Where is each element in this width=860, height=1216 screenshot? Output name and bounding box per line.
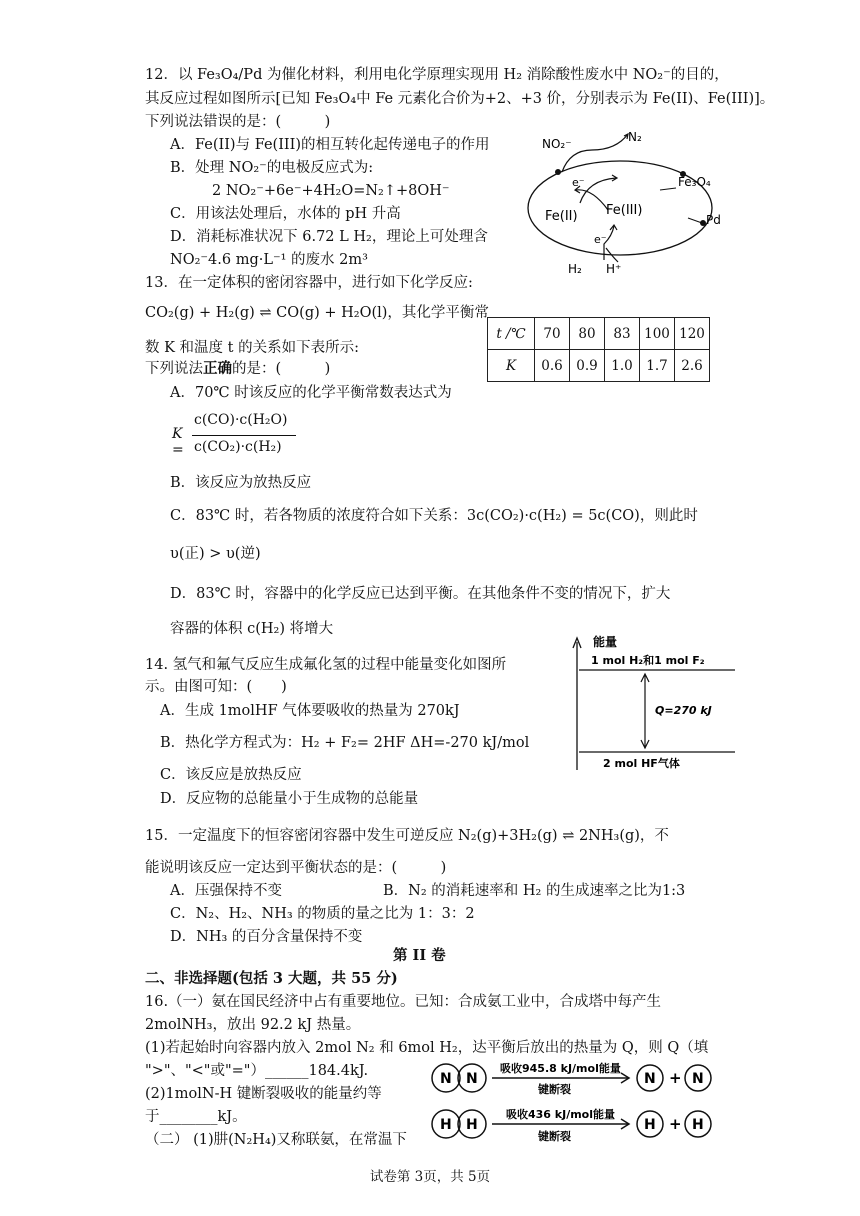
table-cell: 100 bbox=[640, 318, 675, 350]
atom-h: H bbox=[440, 1117, 452, 1133]
q13-option-a: A．70℃ 时该反应的化学平衡常数表达式为 bbox=[170, 385, 452, 401]
table-header-t: t /℃ bbox=[488, 318, 535, 350]
q16-line5: (2)1molN-H 键断裂吸收的能量约等 bbox=[145, 1086, 382, 1102]
q15-stem-line1: 15．一定温度下的恒容密闭容器中发生可逆反应 N₂(g)+3H₂(g) ⇌ 2NH₃(g)，不 bbox=[145, 828, 669, 844]
q15-option-d: D．NH₃ 的百分含量保持不变 bbox=[170, 929, 363, 945]
q16-line6: 于________kJ。 bbox=[145, 1109, 247, 1125]
k-numerator: c(CO)·c(H₂O) bbox=[194, 412, 288, 428]
atom-n: N bbox=[466, 1071, 478, 1087]
atom-h: H bbox=[466, 1117, 478, 1133]
atom-n: N bbox=[440, 1071, 452, 1087]
q13-option-d-line1: D．83℃ 时，容器中的化学反应已达到平衡。在其他条件不变的情况下，扩大 bbox=[170, 586, 671, 602]
diagram-h2-label: H₂ bbox=[568, 262, 582, 276]
part2-title: 第 II 卷 bbox=[393, 947, 446, 964]
q14-option-d: D．反应物的总能量小于生成物的总能量 bbox=[160, 791, 419, 807]
q13-option-c-line2: υ(正) > υ(逆) bbox=[170, 546, 261, 562]
q16-line1: 16.（一）氨在国民经济中占有重要地位。已知：合成氨工业中，合成塔中每产生 bbox=[145, 994, 662, 1010]
diagram-no2-label: NO₂⁻ bbox=[542, 137, 572, 151]
table-cell: 2.6 bbox=[675, 350, 710, 382]
table-row bbox=[488, 318, 710, 350]
q12-option-a: A．Fe(II)与 Fe(III)的相互转化起传递电子的作用 bbox=[170, 137, 490, 153]
q14-stem-line2: 示。由图可知：( ) bbox=[145, 679, 287, 695]
n2-bond-break-label: 键断裂 bbox=[538, 1083, 571, 1096]
q14-energy-diagram bbox=[565, 630, 745, 775]
q-value-label: Q=270 kJ bbox=[655, 704, 712, 717]
table-cell: 0.6 bbox=[535, 350, 570, 382]
diagram-electron-top: e⁻ bbox=[572, 176, 585, 189]
table-cell: 70 bbox=[535, 318, 570, 350]
q12-stem-line3: 下列说法错误的是：( ) bbox=[145, 114, 331, 130]
diagram-electron-bottom: e⁻ bbox=[594, 233, 607, 246]
diagram-fe3-label: Fe(III) bbox=[606, 203, 643, 218]
table-cell: 1.7 bbox=[640, 350, 675, 382]
n2-bond-energy-label: 吸收945.8 kJ/mol能量 bbox=[500, 1062, 621, 1075]
q12-electrochem-diagram bbox=[520, 128, 750, 288]
q12-option-d-line2: NO₂⁻4.6 mg·L⁻¹ 的废水 2m³ bbox=[170, 252, 368, 268]
q13-option-b: B．该反应为放热反应 bbox=[170, 475, 312, 491]
q12-option-c: C．用该法处理后，水体的 pH 升高 bbox=[170, 206, 401, 222]
k-denominator: c(CO₂)·c(H₂) bbox=[194, 439, 282, 455]
q15-option-b: B．N₂ 的消耗速率和 H₂ 的生成速率之比为1:3 bbox=[383, 883, 686, 899]
q16-line4: ">"、"<"或"="）______184.4kJ. bbox=[145, 1063, 369, 1079]
reactant-level-label: 1 mol H₂和1 mol F₂ bbox=[591, 654, 705, 667]
q13-option-d-line2: 容器的体积 c(H₂) 将增大 bbox=[170, 621, 334, 637]
h2-bond-energy-label: 吸收436 kJ/mol能量 bbox=[506, 1108, 616, 1121]
part2-heading: 二、非选择题(包括 3 大题，共 55 分) bbox=[145, 970, 398, 987]
diagram-n2-label: N₂ bbox=[628, 130, 642, 144]
atom-h: H bbox=[692, 1117, 704, 1133]
table-cell: 80 bbox=[570, 318, 605, 350]
q13-stem3-pre: 下列说法 bbox=[145, 361, 203, 377]
table-cell: 1.0 bbox=[605, 350, 640, 382]
q14-stem-line1: 14. 氢气和氟气反应生成氟化氢的过程中能量变化如图所 bbox=[145, 657, 507, 673]
q15-option-a: A．压强保持不变 bbox=[170, 883, 282, 899]
q16-bond-breaking-diagram bbox=[428, 1056, 718, 1148]
product-level-label: 2 mol HF气体 bbox=[603, 757, 680, 770]
q12-stem-line1: 12．以 Fe₃O₄/Pd 为催化材料，利用电化学原理实现用 H₂ 消除酸性废水中 NO₂⁻的目的， bbox=[145, 67, 729, 83]
diagram-fe2-label: Fe(II) bbox=[545, 209, 578, 224]
energy-axis-label: 能量 bbox=[593, 635, 618, 649]
q13-k-temperature-table bbox=[487, 317, 710, 382]
q13-stem3-bold: 正确 bbox=[203, 360, 232, 377]
atom-n: N bbox=[644, 1071, 656, 1087]
q12-stem-line2: 其反应过程如图所示[已知 Fe₃O₄中 Fe 元素化合价为+2、+3 价，分别表示为 Fe(II)、Fe(III)]。 bbox=[145, 91, 775, 107]
q13-stem-line1: 13．在一定体积的密闭容器中，进行如下化学反应: bbox=[145, 275, 473, 291]
q12-option-d-line1: D．消耗标准状况下 6.72 L H₂，理论上可处理含 bbox=[170, 229, 488, 245]
table-row bbox=[488, 350, 710, 382]
q12-option-b: B．处理 NO₂⁻的电极反应式为: bbox=[170, 160, 374, 176]
table-cell: 120 bbox=[675, 318, 710, 350]
q16-line3: (1)若起始时向容器内放入 2mol N₂ 和 6mol H₂，达平衡后放出的热量为 Q，则 Q（填 bbox=[145, 1040, 709, 1056]
q15-option-c: C．N₂、H₂、NH₃ 的物质的量之比为 1：3：2 bbox=[170, 906, 475, 922]
q13-stem-line3 bbox=[145, 359, 330, 379]
atom-n: N bbox=[692, 1071, 704, 1087]
fraction-bar bbox=[192, 435, 296, 436]
table-cell: 83 bbox=[605, 318, 640, 350]
q13-option-c-line1: C．83℃ 时，若各物质的浓度符合如下关系：3c(CO₂)·c(H₂) = 5c(CO)，则此时 bbox=[170, 508, 698, 524]
q16-line2: 2molNH₃，放出 92.2 kJ 热量。 bbox=[145, 1017, 361, 1033]
diagram-fe3o4-label: Fe₃O₄ bbox=[678, 175, 711, 189]
diagram-pd-label: Pd bbox=[706, 213, 721, 227]
q14-option-c: C．该反应是放热反应 bbox=[160, 767, 302, 783]
q14-option-b: B．热化学方程式为：H₂ + F₂= 2HF ΔH=-270 kJ/mol bbox=[160, 735, 530, 751]
q13-stem-line2: 数 K 和温度 t 的关系如下表所示: bbox=[145, 340, 359, 356]
h2-bond-break-label: 键断裂 bbox=[538, 1130, 571, 1143]
atom-h: H bbox=[644, 1117, 656, 1133]
q13-stem3-post: 的是：( ) bbox=[232, 361, 331, 377]
k-symbol: K = bbox=[172, 426, 184, 458]
table-header-k: K bbox=[488, 350, 535, 382]
diagram-hplus-label: H⁺ bbox=[606, 262, 622, 276]
q15-stem-line2: 能说明该反应一定达到平衡状态的是：( ) bbox=[145, 860, 447, 876]
q12-option-b-equation: 2 NO₂⁻+6e⁻+4H₂O=N₂↑+8OH⁻ bbox=[212, 183, 450, 199]
q16-line7: （二） (1)肼(N₂H₄)又称联氨，在常温下 bbox=[145, 1132, 407, 1148]
q13-equation: CO₂(g) + H₂(g) ⇌ CO(g) + H₂O(l)，其化学平衡常 bbox=[145, 305, 489, 321]
q14-option-a: A．生成 1molHF 气体要吸收的热量为 270kJ bbox=[160, 703, 460, 719]
plus-sign: + bbox=[669, 1115, 682, 1133]
table-cell: 0.9 bbox=[570, 350, 605, 382]
plus-sign: + bbox=[669, 1069, 682, 1087]
page-footer: 试卷第 3页，共 5页 bbox=[369, 1169, 491, 1185]
